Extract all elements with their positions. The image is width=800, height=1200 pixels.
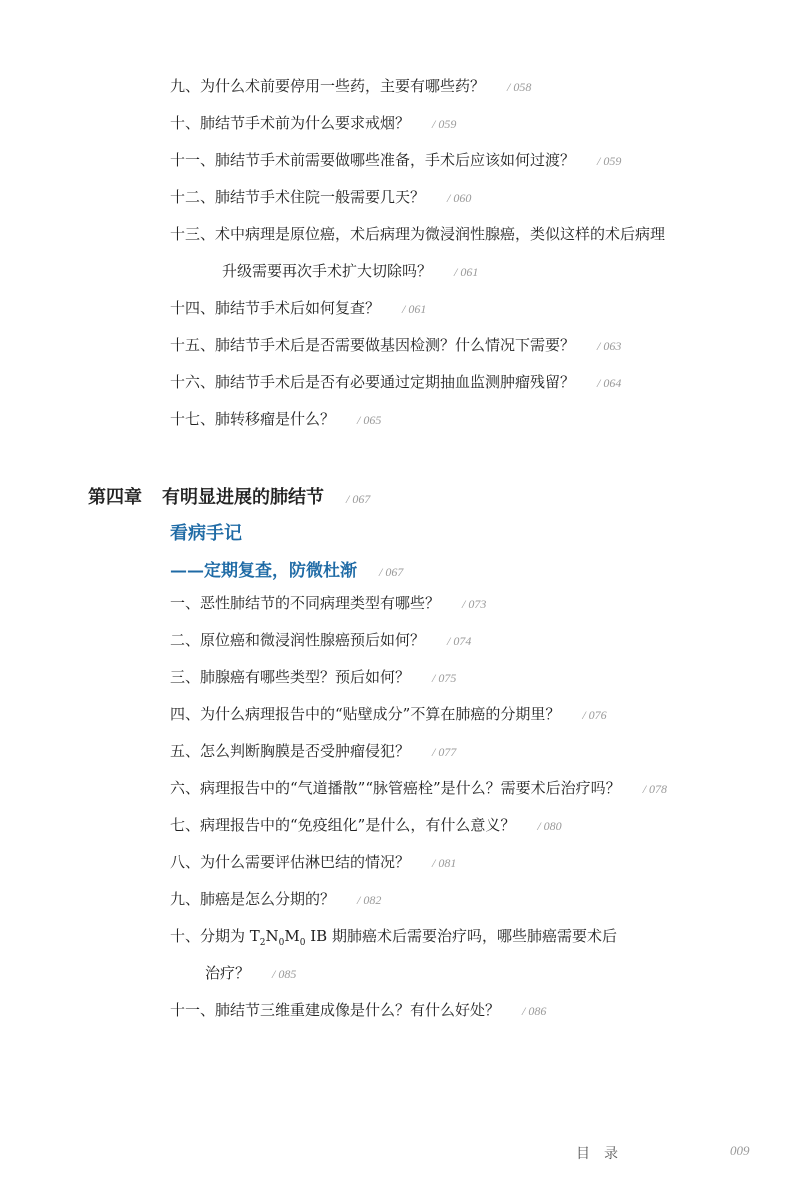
page-number: / 065 (357, 413, 382, 427)
page-number: / 080 (537, 819, 562, 833)
page-number: / 064 (597, 376, 622, 390)
toc-entry: 十一、肺结节三维重建成像是什么？有什么好处？ / 086 (170, 1001, 547, 1019)
section-title: 看病手记 (170, 523, 242, 544)
page-number: / 076 (582, 708, 607, 722)
toc-entry: 八、为什么需要评估淋巴结的情况？ / 081 (170, 853, 457, 871)
footer-page-number: 009 (730, 1143, 750, 1158)
toc-entry: 十七、肺转移瘤是什么？ / 065 (170, 410, 382, 428)
page-number: / 078 (642, 782, 668, 796)
chapter-number: 第四章 (88, 487, 142, 508)
page-number: / 063 (597, 339, 622, 353)
chapter-title: 有明显进展的肺结节 (162, 487, 324, 508)
toc-entry-continuation: 升级需要再次手术扩大切除吗？ / 061 (222, 262, 479, 280)
toc-entry: 四、为什么病理报告中的“贴壁成分”不算在肺癌的分期里？ / 076 (170, 705, 607, 723)
page-number: / 077 (432, 745, 457, 759)
page-number: / 061 (454, 265, 479, 279)
chapter-heading (88, 483, 370, 509)
page-number: / 061 (402, 302, 427, 316)
toc-entry: 二、原位癌和微浸润性腺癌预后如何？ / 074 (170, 631, 472, 649)
toc-entry: 十五、肺结节手术后是否需要做基因检测？什么情况下需要？ / 063 (170, 336, 622, 354)
toc-entry: 十四、肺结节手术后如何复查？ / 061 (170, 299, 427, 317)
toc-entry: 三、肺腺癌有哪些类型？预后如何？ / 075 (170, 668, 457, 686)
footer-label: 目录 (576, 1146, 632, 1162)
toc-entry: 九、肺癌是怎么分期的？ / 082 (170, 890, 382, 908)
page-number: / 067 (379, 565, 404, 579)
page-number: / 082 (357, 893, 382, 907)
page-number: / 086 (522, 1004, 547, 1018)
toc-entry: 六、病理报告中的“气道播散”“脉管癌栓”是什么？需要术后治疗吗？ / 078 (170, 779, 668, 797)
page-number: / 085 (272, 967, 297, 981)
toc-entry: 九、为什么术前要停用一些药，主要有哪些药？ / 058 (170, 77, 532, 95)
page-number: / 073 (462, 597, 487, 611)
toc-entry-continuation: 治疗？ / 085 (205, 964, 297, 982)
toc-entry: 七、病理报告中的“免疫组化”是什么，有什么意义？ / 080 (170, 816, 562, 834)
toc-entry: 十、分期为 $T_2N_0M_0$ ⅠB 期肺癌术后需要治疗吗，哪些肺癌需要术后 (170, 927, 617, 948)
toc-entry: 五、怎么判断胸膜是否受肿瘤侵犯？ / 077 (170, 742, 457, 760)
toc-entry: 十一、肺结节手术前需要做哪些准备，手术后应该如何过渡？ / 059 (170, 151, 622, 169)
toc-entry: 一、恶性肺结节的不同病理类型有哪些？ / 073 (170, 594, 487, 612)
page-number: / 075 (432, 671, 457, 685)
toc-entry: 十二、肺结节手术住院一般需要几天？ / 060 (170, 188, 472, 206)
toc-entry: 十六、肺结节手术后是否有必要通过定期抽血监测肿瘤残留？ / 064 (170, 373, 622, 391)
page-number: / 074 (447, 634, 472, 648)
page-number: / 067 (346, 492, 371, 506)
page-number: / 059 (432, 117, 457, 131)
page-number: / 081 (432, 856, 457, 870)
page-number: / 058 (507, 80, 532, 94)
toc-entry: 十三、术中病理是原位癌，术后病理为微浸润性腺癌，类似这样的术后病理 (170, 225, 666, 243)
page-number: / 059 (597, 154, 622, 168)
page-number: / 060 (447, 191, 472, 205)
toc-entry: 十、肺结节手术前为什么要求戒烟？ / 059 (170, 114, 457, 132)
section-subtitle: ——定期复查，防微杜渐 / 067 (170, 561, 404, 581)
